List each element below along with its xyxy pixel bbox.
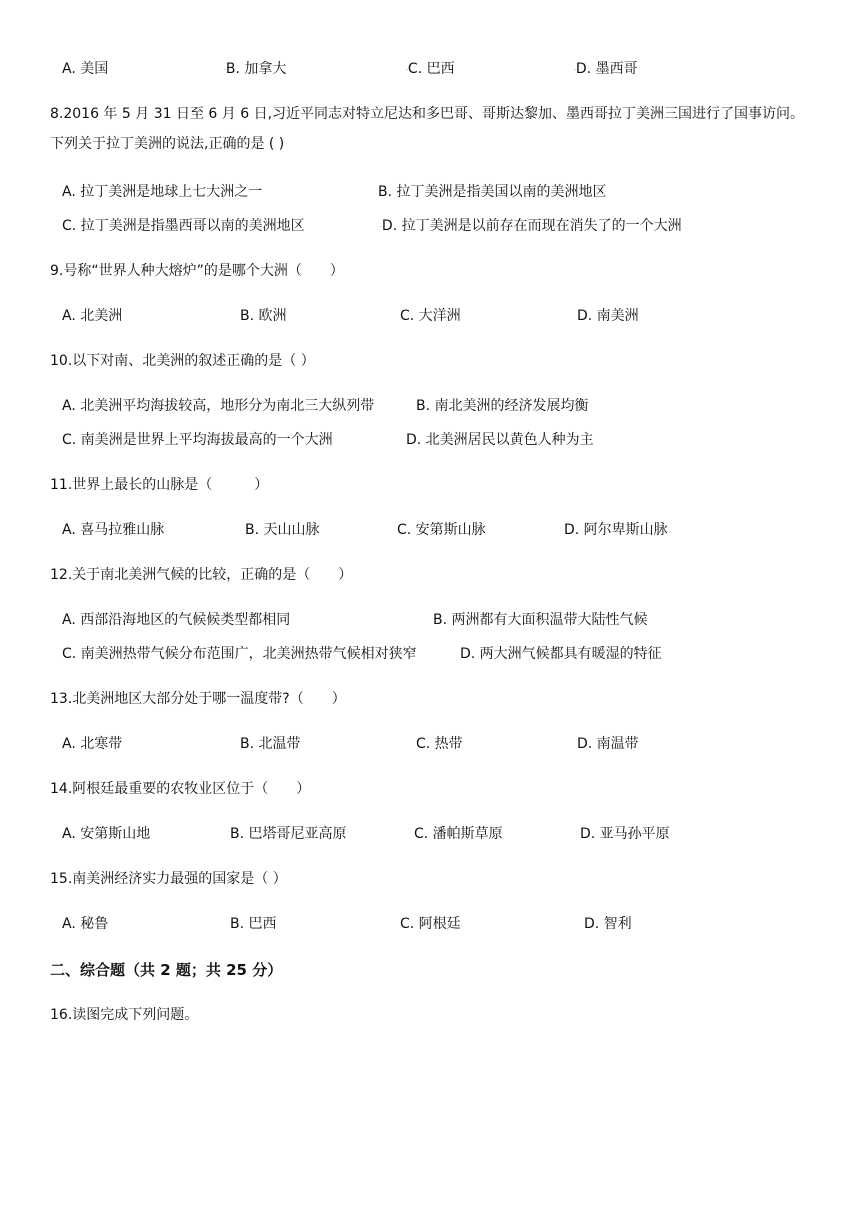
q8-option-b: B. 拉丁美洲是指美国以南的美洲地区 (378, 184, 607, 200)
q9-option-c: C. 大洋洲 (400, 308, 461, 324)
q7-option-c: .C. 巴西 (406, 61, 455, 77)
q8-option-a: A. 拉丁美洲是地球上七大洲之一 (62, 184, 263, 200)
q7-option-b: .B. 加拿大 (224, 61, 287, 77)
q9-stem: 9.号称“世界人种大熔炉”的是哪个大洲（ ） (50, 263, 344, 279)
q11-option-c: C. 安第斯山脉 (397, 522, 486, 538)
q14-option-b: B. 巴塔哥尼亚高原 (230, 826, 347, 842)
q8-option-d: .D. 拉丁美洲是以前存在而现在消失了的一个大洲 (380, 218, 682, 234)
q15-option-a: A. 秘鲁 (62, 916, 109, 932)
q7-option-d-text: D. 墨西哥 (575, 61, 638, 77)
q13-option-a: A. 北寒带 (62, 736, 123, 752)
q16-stem: 16.读图完成下列问题。 (50, 1007, 199, 1023)
q11-stem: 11.世界上最长的山脉是（ ） (50, 477, 269, 493)
q9-option-a: A. 北美洲 (62, 308, 123, 324)
q10-option-d: D. 北美洲居民以黄色人种为主 (406, 432, 594, 448)
q14-stem: 14.阿根廷最重要的农牧业区位于（ ） (50, 781, 311, 797)
q11-option-a: A. 喜马拉雅山脉 (62, 522, 165, 538)
q12-option-a: A. 西部沿海地区的气候候类型都相同 (62, 612, 291, 628)
q10-stem: 10.以下对南、北美洲的叙述正确的是（ ） (50, 353, 315, 369)
q15-option-c: C. 阿根廷 (400, 916, 461, 932)
section-heading: 二、综合题（共 2 题；共 25 分） (50, 961, 283, 979)
q12-option-b: B. 两洲都有大面积温带大陆性气候 (433, 612, 648, 628)
q11-option-d: D. 阿尔卑斯山脉 (564, 522, 668, 538)
q15-option-d: D. 智利 (584, 916, 632, 932)
q13-option-d: D. 南温带 (577, 736, 639, 752)
q12-option-d: D. 两大洲气候都具有暖湿的特征 (460, 646, 662, 662)
q8-stem: 8.2016 年 5 月 31 日至 6 月 6 日,习近平同志对特立尼达和多巴哥、哥斯达黎加、墨西哥拉丁美洲三国进行了国事访问。下列关于拉丁美洲的说法,正确的是 ( ) (50, 106, 805, 152)
q11-option-b: B. 天山山脉 (245, 522, 320, 538)
q14-option-c: C. 潘帕斯草原 (414, 826, 503, 842)
q8-option-c: C. 拉丁美洲是指墨西哥以南的美洲地区 (62, 218, 305, 234)
q15-option-b: B. 巴西 (230, 916, 277, 932)
q12-stem: 12.关于南北美洲气候的比较，正确的是（ ） (50, 567, 353, 583)
q15-stem: 15.南美洲经济实力最强的国家是（ ） (50, 871, 287, 887)
q7-option-d: .D. 墨西哥 (574, 61, 638, 77)
q13-stem: 13.北美洲地区大部分处于哪一温度带?（ ） (50, 691, 346, 707)
q7-option-c-text: C. 巴西 (407, 61, 455, 77)
q8-option-d-text: D. 拉丁美洲是以前存在而现在消失了的一个大洲 (381, 218, 682, 234)
q14-option-d: D. 亚马孙平原 (580, 826, 670, 842)
q7-option-a: A. 美国 (62, 61, 109, 77)
q13-option-b: B. 北温带 (240, 736, 301, 752)
q12-option-c: C. 南美洲热带气候分布范围广，北美洲热带气候相对狭窄 (62, 646, 417, 662)
q14-option-a: A. 安第斯山地 (62, 826, 151, 842)
q9-option-b: B. 欧洲 (240, 308, 287, 324)
q13-option-c: C. 热带 (416, 736, 463, 752)
q10-option-b: B. 南北美洲的经济发展均衡 (416, 398, 589, 414)
q9-option-d: D. 南美洲 (577, 308, 639, 324)
q7-option-b-text: B. 加拿大 (225, 61, 287, 77)
q10-option-c: C. 南美洲是世界上平均海拔最高的一个大洲 (62, 432, 333, 448)
q10-option-a: A. 北美洲平均海拔较高，地形分为南北三大纵列带 (62, 398, 375, 414)
